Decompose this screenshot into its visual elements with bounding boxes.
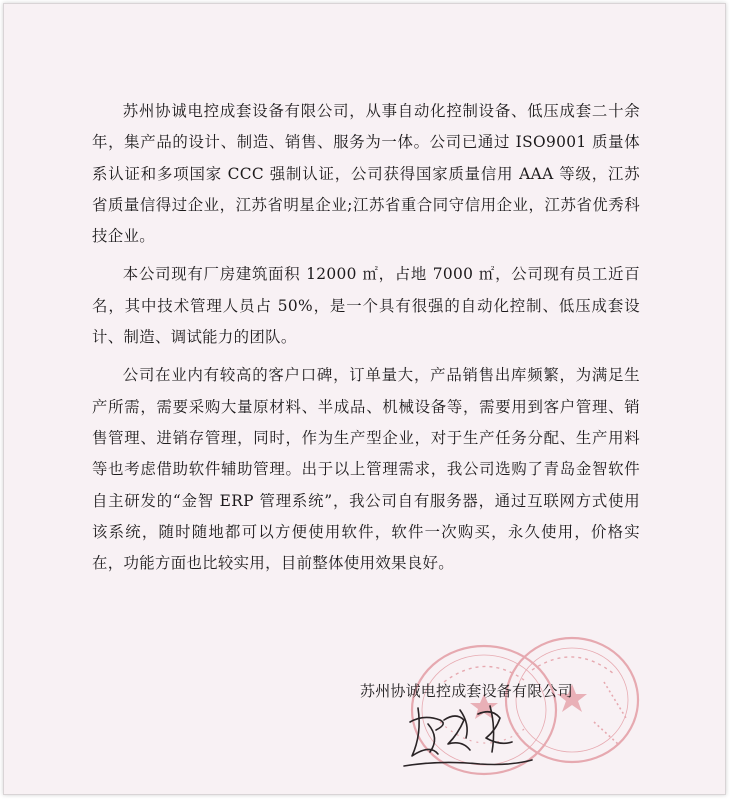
paragraph-erp-usage: 公司在业内有较高的客户口碑，订单量大，产品销售出库频繁，为满足生产所需，需要采购大量原材料、半成品、机械设备等，需要用到客户管理、销售管理、进销存管理，同时，作为生产型企业，对于生产任务分配、生产用料等也考虑借助软件辅助管理。出于以上管理需求，我公司选购了青岛金智软件自主研发的“金智 ERP 管理系统”，我公司自有服务器，通过互联网方式使用该系统，随时随地都可以方便使用软件，软件一次购买，永久使用，价格实在，功能方面也比较实用，目前整体使用效果良好。 [92, 366, 640, 573]
paragraph-company-intro: 苏州协诚电控成套设备有限公司，从事自动化控制设备、低压成套二十余年，集产品的设计、制造、销售、服务为一体。公司已通过 ISO9001 质量体系认证和多项国家 CCC 强制认证，公司获得国家质量信用 AAA 等级，江苏省质量信得过企业，江苏省明星企业;江苏省重合同守信用企业，江苏省优秀科技企业。 [92, 102, 640, 246]
paragraph-facility: 本公司现有厂房建筑面积 12000 ㎡，占地 7000 ㎡，公司现有员工近百名，其中技术管理人员占 50%，是一个具有很强的自动化控制、低压成套设计、制造、调试能力的团队。 [92, 265, 640, 347]
letter-body [92, 96, 640, 586]
signature-company-name: 苏州协诚电控成套设备有限公司 [360, 682, 573, 700]
handwritten-signature-icon [400, 694, 540, 774]
document-page [3, 3, 726, 795]
